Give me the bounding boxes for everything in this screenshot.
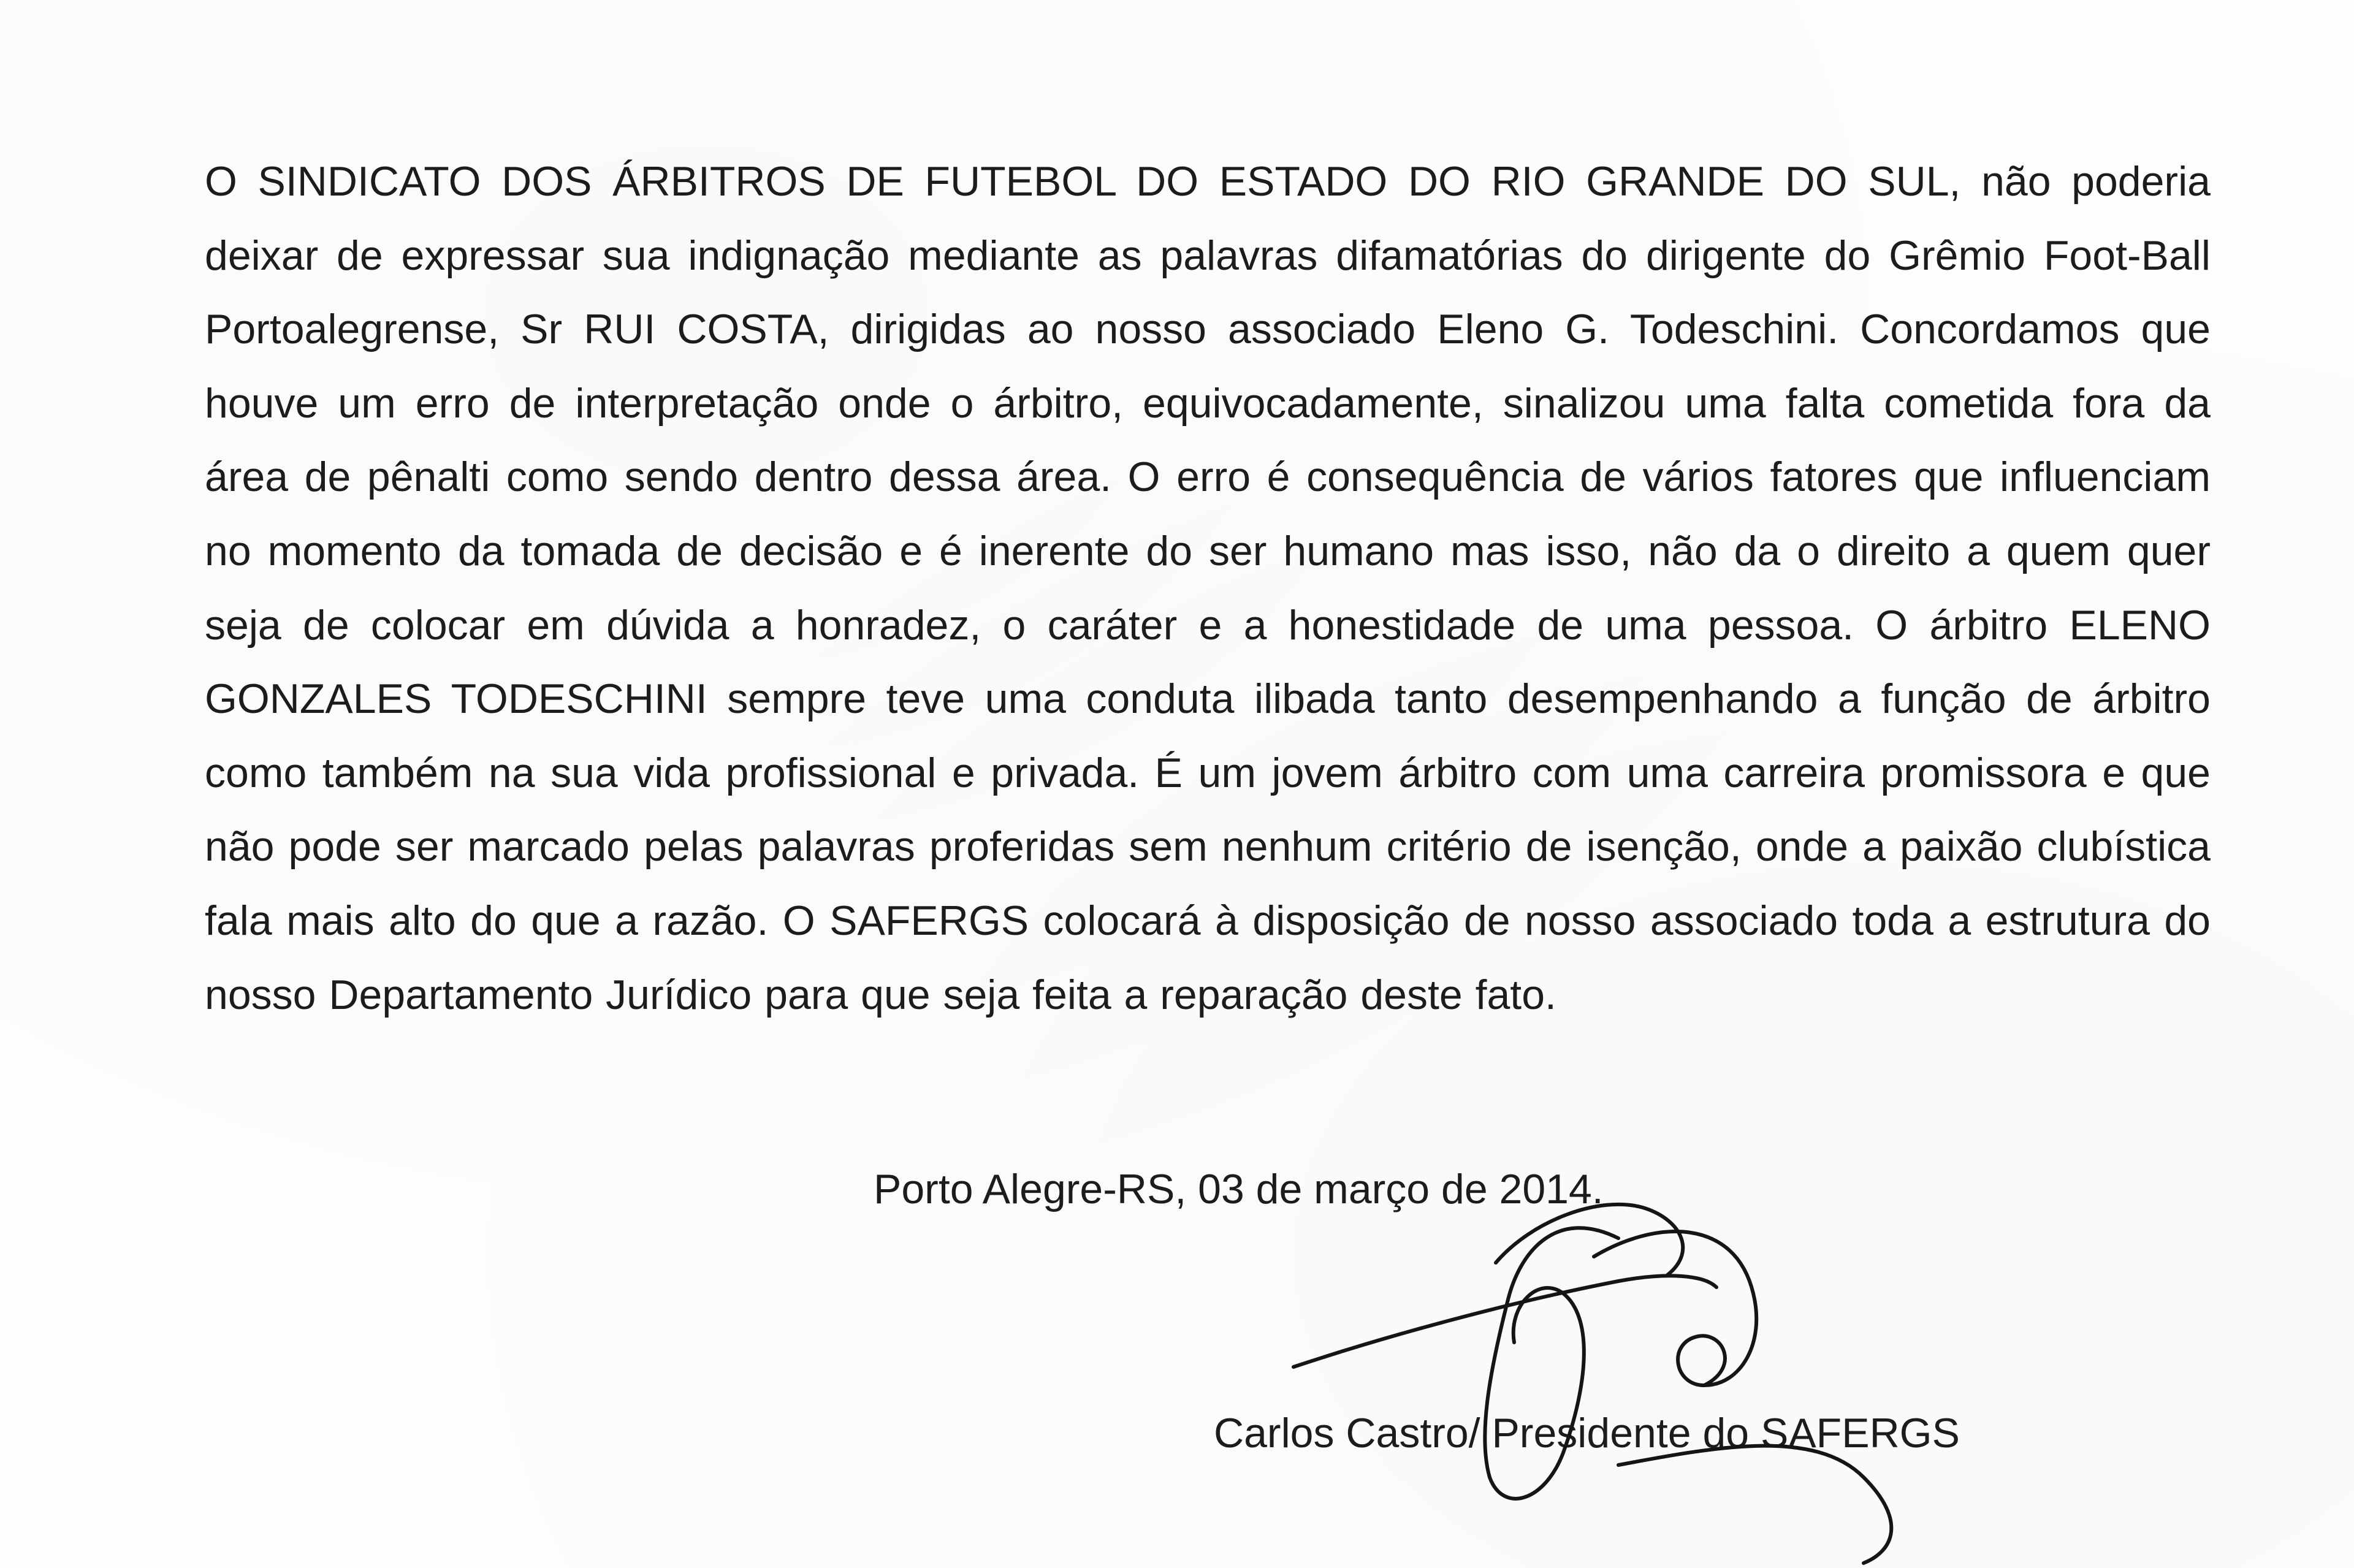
letter-body: O SINDICATO DOS ÁRBITROS DE FUTEBOL DO ESTADO DO RIO GRANDE DO SUL, não poderia deixar de expressar sua indignação mediante as palavras difamatórias do dirigente do Grêmio Foot-Ball Portoalegrense, Sr RUI COSTA, dirigidas ao nosso associado Eleno G. Todeschini. Concordamos que houve um erro de interpretação onde o árbitro, equivocadamente, sinalizou uma falta cometida fora da área de pênalti como sendo dentro dessa área. O erro é consequência de vários fatores que influenciam no momento da tomada de decisão e é inerente do ser humano mas isso, não da o direito a quem quer seja de colocar em dúvida a honradez, o caráter e a honestidade de uma pessoa. O árbitro ELENO GONZALES TODESCHINI sempre teve uma conduta ilibada tanto desempenhando a função de árbitro como também na sua vida profissional e privada. É um jovem árbitro com uma carreira promissora e que não pode ser marcado pelas palavras proferidas sem nenhum critério de isenção, onde a paixão clubística fala mais alto do que a razão. O SAFERGS colocará à disposição de nosso associado toda a estrutura do nosso Departamento Jurídico para que seja feita a reparação deste fato. xyxy=(205,158,2211,1018)
handwritten-signature xyxy=(1275,1183,1998,1568)
signatory-line: Carlos Castro/ Presidente do SAFERGS xyxy=(1214,1410,1960,1456)
signature-stroke-arch xyxy=(1594,1231,1756,1385)
signature-stroke-sweep xyxy=(1293,1276,1716,1367)
date-line: Porto Alegre-RS, 03 de março de 2014. xyxy=(874,1166,1604,1212)
